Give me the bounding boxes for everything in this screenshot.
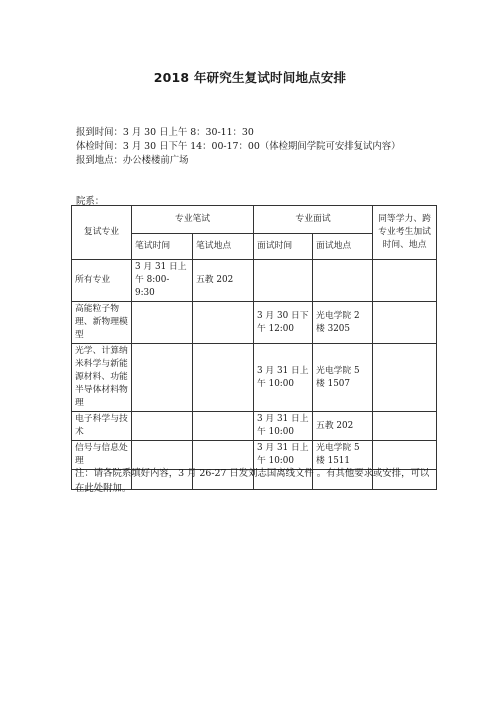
cell-interview-place: 光电学院 5 楼 1511 bbox=[313, 441, 373, 470]
cell-written-time bbox=[132, 412, 193, 441]
physical-exam-time: 体检时间：3 月 30 日下午 14：00-17：00（体检期间学院可安排复试内容） bbox=[76, 141, 401, 152]
department-label: 院系： bbox=[76, 196, 105, 207]
cell-extra bbox=[373, 260, 437, 302]
cell-written-time bbox=[132, 344, 193, 412]
cell-major: 光学、计算纳米科学与新能源材料、功能半导体材料物理 bbox=[72, 344, 132, 412]
cell-interview-time bbox=[254, 260, 313, 302]
header-interview: 专业面试 bbox=[254, 206, 373, 234]
header-written-place: 笔试地点 bbox=[193, 234, 254, 260]
cell-extra bbox=[373, 344, 437, 412]
cell-written-place: 五教 202 bbox=[193, 260, 254, 302]
cell-major: 电子科学与技术 bbox=[72, 412, 132, 441]
cell-written-place bbox=[193, 412, 254, 441]
cell-written-place bbox=[193, 302, 254, 344]
header-interview-place: 面试地点 bbox=[313, 234, 373, 260]
cell-extra bbox=[373, 412, 437, 441]
table-row bbox=[72, 302, 437, 344]
register-place: 报到地点：办公楼楼前广场 bbox=[76, 155, 189, 166]
cell-major: 高能粒子物理、新物理模型 bbox=[72, 302, 132, 344]
cell-written-time: 3 月 31 日上午 8:00-9:30 bbox=[132, 260, 193, 302]
cell-major: 信号与信息处理 bbox=[72, 441, 132, 470]
cell-interview-time: 3 月 31 日上午 10:00 bbox=[254, 441, 313, 470]
table-row bbox=[72, 412, 437, 441]
page-title: 2018 年研究生复试时间地点安排 bbox=[153, 70, 347, 85]
table-row bbox=[72, 260, 437, 302]
header-interview-time: 面试时间 bbox=[254, 234, 313, 260]
cell-interview-time: 3 月 30 日下午 12:00 bbox=[254, 302, 313, 344]
cell-interview-place: 五教 202 bbox=[313, 412, 373, 441]
cell-written-time bbox=[132, 302, 193, 344]
schedule-table bbox=[71, 205, 437, 490]
header-major: 复试专业 bbox=[72, 206, 132, 260]
table-row bbox=[72, 344, 437, 412]
footnote: 注：请各院系填好内容，3 月 26-27 日发刘志国离线文件 。有其他要求或安排，可以在此处附加。 bbox=[75, 468, 430, 494]
register-time: 报到时间：3 月 30 日上午 8：30-11：30 bbox=[76, 127, 254, 138]
cell-interview-place bbox=[313, 260, 373, 302]
cell-extra bbox=[373, 302, 437, 344]
table-header-row bbox=[72, 206, 437, 234]
cell-interview-place: 光电学院 2 楼 3205 bbox=[313, 302, 373, 344]
header-written-time: 笔试时间 bbox=[132, 234, 193, 260]
cell-written-place bbox=[193, 344, 254, 412]
header-written: 专业笔试 bbox=[132, 206, 254, 234]
header-extra: 同等学力、跨专业考生加试时间、地点 bbox=[373, 206, 437, 260]
cell-interview-time: 3 月 31 日上午 10:00 bbox=[254, 344, 313, 412]
cell-interview-place: 光电学院 5 楼 1507 bbox=[313, 344, 373, 412]
cell-interview-time: 3 月 31 日上午 10:00 bbox=[254, 412, 313, 441]
cell-major: 所有专业 bbox=[72, 260, 132, 302]
